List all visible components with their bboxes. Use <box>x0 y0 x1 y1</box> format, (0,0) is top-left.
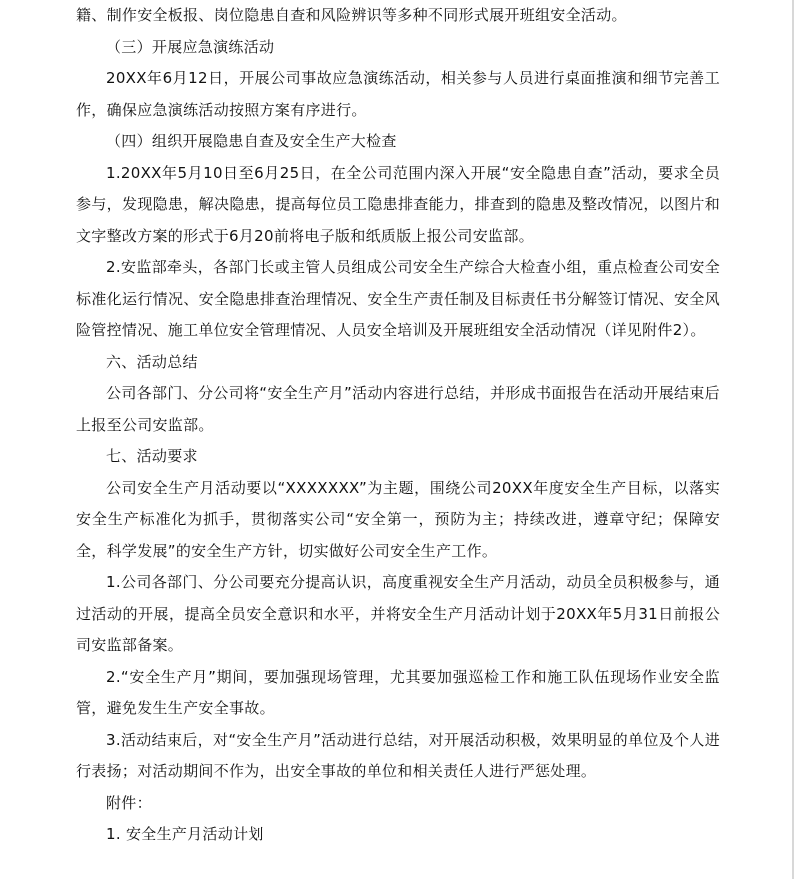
heading-activity-summary: 六、活动总结 <box>106 352 198 371</box>
heading-attachments: 附件： <box>106 793 152 812</box>
paragraph-hazard-inspection-2: 2.安监部牵头，各部门长或主管人员组成公司安全生产综合大检查小组，重点检查公司安全标准化运行情况、安全隐患排查治理情况、安全生产责任制及目标责任书分解签订情况、安全风险管控情况、施工单位安全管理情况、人员安全培训及开展班组安全活动情况（详见附件2）。 <box>76 258 720 339</box>
paragraph-activity-requirements: 公司安全生产月活动要以“XXXXXXX”为主题，围绕公司20XX年度安全生产目标，以落实安全生产标准化为抓手，贯彻落实公司“安全第一，预防为主；持续改进，遵章守纪；保障安全，科学发展”的安全生产方针，切实做好公司安全生产工作。 <box>76 478 720 560</box>
paragraph-requirement-2: 2.“安全生产月”期间，要加强现场管理，尤其要加强巡检工作和施工队伍现场作业安全监管，避免发生生产安全事故。 <box>76 667 720 717</box>
heading-activity-requirements: 七、活动要求 <box>106 447 198 465</box>
heading-emergency-drill: （三）开展应急演练活动 <box>106 37 275 56</box>
paragraph-activity-summary: 公司各部门、分公司将“安全生产月”活动内容进行总结，并形成书面报告在活动开展结束后上报至公司安监部。 <box>76 384 720 434</box>
attachment-item-1: 1. 安全生产月活动计划 <box>106 825 264 843</box>
paragraph-requirement-1: 1.公司各部门、分公司要充分提高认识，高度重视安全生产月活动，动员全员积极参与，通过活动的开展，提高全员安全意识和水平，并将安全生产月活动计划于20XX年5月31日前报公司安监部备案。 <box>76 573 720 654</box>
paragraph-emergency-drill: 20XX年6月12日，开展公司事故应急演练活动，相关参与人员进行桌面推演和细节完善工作，确保应急演练活动按照方案有序进行。 <box>76 69 720 119</box>
paragraph-requirement-3: 3.活动结束后，对“安全生产月”活动进行总结，对开展活动积极，效果明显的单位及个人进行表扬；对活动期间不作为，出安全事故的单位和相关责任人进行严惩处理。 <box>76 730 720 780</box>
paragraph-hazard-inspection-1: 1.20XX年5月10日至6月25日，在全公司范围内深入开展“安全隐患自查”活动，要求全员参与，发现隐患，解决隐患，提高每位员工隐患排查能力，排查到的隐患及整改情况，以图片和文字整改方案的形式于6月20前将电子版和纸质版上报公司安监部。 <box>76 163 720 245</box>
paragraph-continuation: 籍、制作安全板报、岗位隐患自查和风险辨识等多种不同形式展开班组安全活动。 <box>76 6 627 24</box>
heading-hazard-inspection: （四）组织开展隐患自查及安全生产大检查 <box>106 132 397 150</box>
